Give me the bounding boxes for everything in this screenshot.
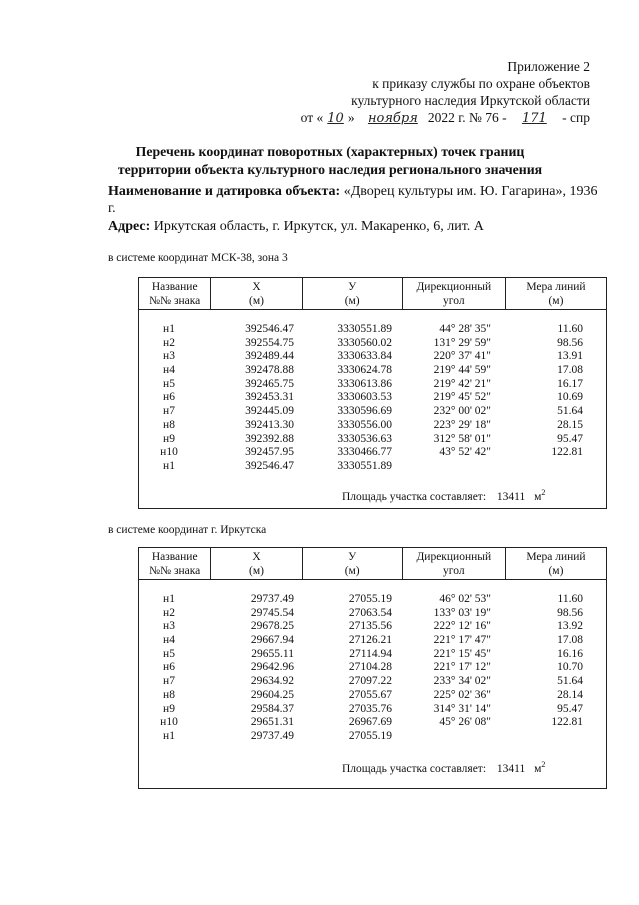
- table-row: [139, 607, 606, 621]
- x-coordinate: 392445.09: [245, 405, 294, 418]
- table-row: [139, 620, 606, 634]
- coordinate-system-irkutsk: в системе координат г. Иркутска: [108, 524, 267, 536]
- line-length: 13.92: [557, 620, 583, 633]
- line-length: 17.08: [557, 364, 583, 377]
- direction-angle: [392, 730, 491, 744]
- coordinates-table-irkutsk: [138, 547, 607, 789]
- direction-angle: 221° 17' 12": [433, 661, 491, 674]
- table-row: [139, 460, 606, 474]
- y-coordinate: 27055.67: [348, 688, 392, 701]
- x-coordinate: 29604.25: [250, 688, 294, 701]
- y-coordinate: 3330551.89: [337, 459, 392, 472]
- y-coordinate: 27055.19: [348, 729, 392, 742]
- point-name: н8: [163, 688, 175, 701]
- header-direction-angle: Дирекционный угол: [403, 548, 506, 579]
- table-row: [139, 364, 606, 378]
- year-text: 2022 г. № 76 -: [427, 110, 507, 125]
- y-coordinate: 27126.21: [348, 634, 392, 647]
- line-length: 98.56: [557, 336, 583, 349]
- point-name: н5: [163, 377, 175, 390]
- area-statement: [342, 488, 545, 503]
- x-coordinate: 29678.25: [250, 620, 294, 633]
- area-label: Площадь участка составляет:: [342, 490, 487, 503]
- coordinates-table-msk38: [138, 277, 607, 509]
- x-coordinate: 392546.47: [245, 459, 294, 472]
- area-unit-power: 2: [541, 488, 546, 497]
- table-row: [139, 433, 606, 447]
- table-row: [139, 419, 606, 433]
- y-coordinate: 3330560.02: [337, 336, 392, 349]
- x-coordinate: 29655.11: [251, 647, 294, 660]
- x-coordinate: 392478.88: [245, 364, 294, 377]
- y-coordinate: 3330596.69: [337, 405, 392, 418]
- point-name: н9: [163, 432, 175, 445]
- y-coordinate: 27063.54: [348, 606, 392, 619]
- line-length: [491, 460, 583, 474]
- header-x: X (м): [211, 548, 302, 579]
- title-line1: Перечень координат поворотных (характерных) точек границ: [135, 144, 525, 159]
- table-row: [139, 405, 606, 419]
- x-coordinate: 29737.49: [250, 729, 294, 742]
- table-row: [139, 350, 606, 364]
- y-coordinate: 3330633.84: [337, 350, 392, 363]
- point-name: н2: [163, 606, 175, 619]
- object-name-value: «Дворец культуры им. Ю. Гагарина», 1936 г.: [108, 184, 598, 216]
- y-coordinate: 3330551.89: [337, 323, 392, 335]
- point-name: н4: [163, 364, 175, 377]
- appendix-header: [301, 58, 590, 126]
- header-x: X (м): [211, 278, 302, 309]
- line-length: 95.47: [557, 432, 583, 445]
- table-row: [139, 716, 606, 730]
- y-coordinate: 27055.19: [348, 593, 392, 605]
- table-row: [139, 730, 606, 744]
- point-name: н2: [163, 336, 175, 349]
- table-row: [139, 446, 606, 460]
- y-coordinate: 27114.94: [349, 647, 392, 660]
- table-row: [139, 689, 606, 703]
- appendix-line1: Приложение 2: [507, 59, 590, 74]
- table-row: [139, 703, 606, 717]
- direction-angle: 44° 28' 35": [439, 323, 491, 335]
- table-header: [139, 278, 606, 310]
- table-row: [139, 634, 606, 648]
- header-point-name: Название №№ знака: [139, 278, 211, 309]
- direction-angle: 314° 31' 14": [433, 702, 491, 715]
- direction-angle: 219° 44' 59": [433, 364, 491, 377]
- direction-angle: 232° 00' 02": [433, 405, 491, 418]
- area-label: Площадь участка составляет:: [342, 762, 487, 775]
- line-length: 16.16: [557, 647, 583, 660]
- x-coordinate: 392546.47: [245, 323, 294, 335]
- x-coordinate: 29651.31: [250, 716, 294, 729]
- point-name: н8: [163, 418, 175, 431]
- order-date-line: [301, 109, 590, 126]
- direction-angle: 221° 15' 45": [433, 647, 491, 660]
- direction-angle: 220° 37' 41": [433, 350, 491, 363]
- y-coordinate: 3330556.00: [337, 418, 392, 431]
- line-length: 10.70: [557, 661, 583, 674]
- point-name: н1: [163, 729, 175, 742]
- header-point-name: Название №№ знака: [139, 548, 211, 579]
- area-unit: м: [534, 490, 542, 503]
- point-name: н3: [163, 620, 175, 633]
- area-value: 13411: [496, 762, 526, 775]
- area-unit-power: 2: [541, 760, 546, 769]
- line-length: 11.60: [557, 323, 583, 335]
- point-name: н5: [163, 647, 175, 660]
- table-row: [139, 648, 606, 662]
- direction-angle: 46° 02' 53": [439, 593, 491, 605]
- direction-angle: 133° 03' 19": [433, 606, 491, 619]
- address-label: Адрес:: [108, 219, 151, 234]
- handwritten-month: ноября: [367, 111, 418, 126]
- x-coordinate: 29642.96: [250, 661, 294, 674]
- area-unit: м: [534, 762, 542, 775]
- direction-angle: 219° 42' 21": [433, 377, 491, 390]
- line-length: 13.91: [557, 350, 583, 363]
- header-line-length: Мера линий (м): [526, 281, 586, 307]
- object-address: [108, 218, 598, 235]
- x-coordinate: 29634.92: [250, 675, 294, 688]
- direction-angle: 233° 34' 02": [433, 675, 491, 688]
- header-y: У (м): [303, 548, 403, 579]
- y-coordinate: 3330624.78: [337, 364, 392, 377]
- y-coordinate: 3330603.53: [337, 391, 392, 404]
- line-length: 11.60: [557, 593, 583, 605]
- area-statement: [342, 760, 545, 775]
- y-coordinate: 3330466.77: [337, 446, 392, 459]
- table-row: [139, 323, 606, 337]
- header-line-length: Мера линий (м): [526, 551, 586, 577]
- direction-angle: 223° 29' 18": [433, 418, 491, 431]
- x-coordinate: 392453.31: [245, 391, 294, 404]
- line-length: 28.14: [557, 688, 583, 701]
- x-coordinate: 392489.44: [245, 350, 294, 363]
- x-coordinate: 392465.75: [245, 377, 294, 390]
- direction-angle: 225° 02' 36": [433, 688, 491, 701]
- date-mid: »: [347, 110, 355, 125]
- y-coordinate: 27035.76: [348, 702, 392, 715]
- x-coordinate: 29745.54: [250, 606, 294, 619]
- point-name: н7: [163, 405, 175, 418]
- table-row: [139, 675, 606, 689]
- line-length: 17.08: [557, 634, 583, 647]
- x-coordinate: 29584.37: [250, 702, 294, 715]
- y-coordinate: 27135.56: [348, 620, 392, 633]
- point-name: н3: [163, 350, 175, 363]
- point-name: н10: [160, 716, 178, 729]
- line-length: 10.69: [557, 391, 583, 404]
- x-coordinate: 29667.94: [250, 634, 294, 647]
- direction-angle: 221° 17' 47": [433, 634, 491, 647]
- direction-angle: 222° 12' 16": [433, 620, 491, 633]
- document-title: [60, 143, 600, 179]
- line-length: 51.64: [557, 405, 583, 418]
- y-coordinate: 3330613.86: [337, 377, 392, 390]
- table-row: [139, 391, 606, 405]
- title-line2: территории объекта культурного наследия регионального значения: [117, 162, 543, 177]
- table-row: [139, 378, 606, 392]
- point-name: н6: [163, 661, 175, 674]
- line-length: 51.64: [557, 675, 583, 688]
- x-coordinate: 29737.49: [250, 593, 294, 605]
- table-header: [139, 548, 606, 580]
- header-y: У (м): [303, 278, 403, 309]
- number-suffix: - спр: [562, 110, 590, 125]
- coordinate-system-msk38: в системе координат МСК-38, зона 3: [108, 252, 288, 264]
- direction-angle: 43° 52' 42": [439, 446, 491, 459]
- x-coordinate: 392413.30: [245, 418, 294, 431]
- line-length: [491, 730, 583, 744]
- line-length: 95.47: [557, 702, 583, 715]
- y-coordinate: 26967.69: [348, 716, 392, 729]
- direction-angle: [392, 460, 491, 474]
- handwritten-number: 171: [521, 111, 547, 126]
- handwritten-day: 10: [327, 111, 344, 126]
- address-value: Иркутская область, г. Иркутск, ул. Макаренко, 6, лит. А: [150, 219, 484, 234]
- point-name: н1: [163, 593, 175, 605]
- table-row: [139, 661, 606, 675]
- table-row: [139, 593, 606, 607]
- object-name: [108, 183, 598, 217]
- direction-angle: 312° 58' 01": [433, 432, 491, 445]
- date-prefix: от «: [300, 110, 324, 125]
- point-name: н1: [163, 323, 175, 335]
- x-coordinate: 392392.88: [245, 432, 294, 445]
- line-length: 122.81: [551, 716, 583, 729]
- point-name: н9: [163, 702, 175, 715]
- direction-angle: 131° 29' 59": [433, 336, 491, 349]
- object-name-label: Наименование и датировка объекта:: [108, 184, 341, 199]
- header-direction-angle: Дирекционный угол: [403, 278, 506, 309]
- line-length: 122.81: [551, 446, 583, 459]
- line-length: 98.56: [557, 606, 583, 619]
- point-name: н6: [163, 391, 175, 404]
- appendix-line2: к приказу службы по охране объектов: [372, 76, 590, 91]
- area-value: 13411: [496, 490, 526, 503]
- direction-angle: 45° 26' 08": [439, 716, 491, 729]
- x-coordinate: 392554.75: [245, 336, 294, 349]
- point-name: н1: [163, 459, 175, 472]
- table-body: [139, 310, 606, 474]
- point-name: н10: [160, 446, 178, 459]
- table-row: [139, 337, 606, 351]
- x-coordinate: 392457.95: [245, 446, 294, 459]
- table-body: [139, 580, 606, 744]
- y-coordinate: 27097.22: [348, 675, 392, 688]
- point-name: н7: [163, 675, 175, 688]
- line-length: 16.17: [557, 377, 583, 390]
- y-coordinate: 27104.28: [348, 661, 392, 674]
- y-coordinate: 3330536.63: [337, 432, 392, 445]
- point-name: н4: [163, 634, 175, 647]
- direction-angle: 219° 45' 52": [433, 391, 491, 404]
- appendix-line3: культурного наследия Иркутской области: [351, 93, 590, 108]
- line-length: 28.15: [557, 418, 583, 431]
